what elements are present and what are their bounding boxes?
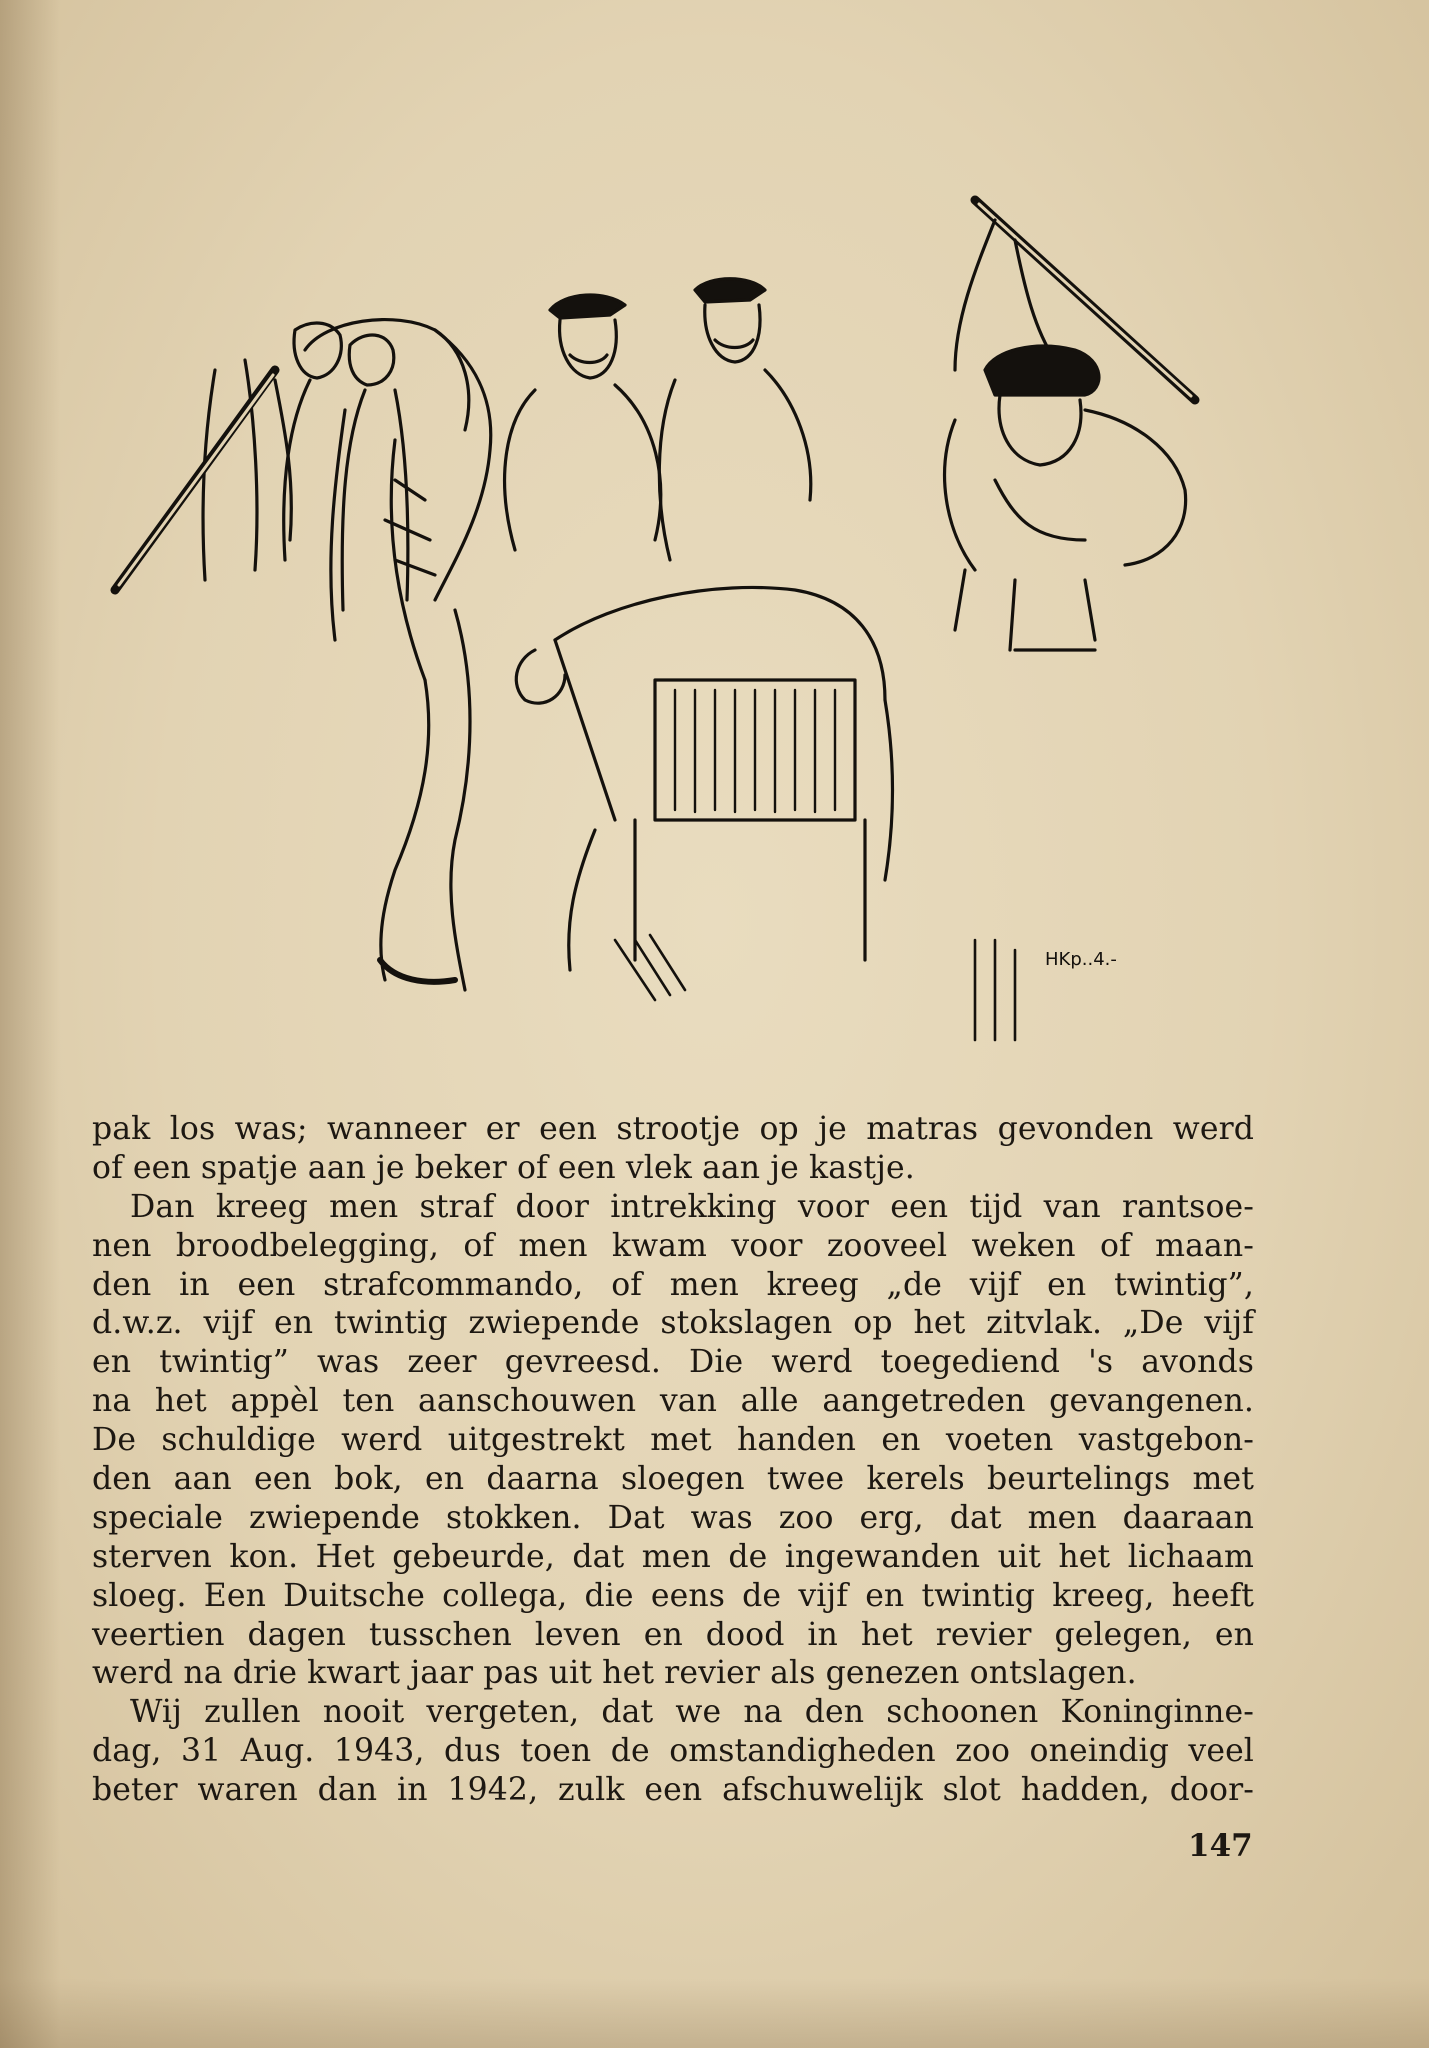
text-line: na het appèl ten aanschouwen van alle aangetreden gevangenen. — [92, 1383, 1254, 1420]
text-line: Wij zullen nooit vergeten, dat we na den schoonen Koninginne- — [130, 1694, 1254, 1731]
ink-illustration — [95, 180, 1245, 1060]
artist-signature: HKp..4.- — [1045, 949, 1117, 970]
text-line: en twintig” was zeer gevreesd. Die werd toegediend 's avonds — [92, 1344, 1254, 1381]
page-shadow-left — [0, 0, 60, 2048]
text-line: De schuldige werd uitgestrekt met handen en voeten vastgebon- — [92, 1422, 1254, 1459]
page-shadow-bottom — [0, 1978, 1429, 2048]
text-line: speciale zwiepende stokken. Dat was zoo erg, dat men daaraan — [92, 1499, 1254, 1536]
text-line: pak los was; wanneer er een strootje op je matras gevonden werd — [92, 1111, 1254, 1147]
text-line: of een spatje aan je beker of een vlek aan je kastje. — [92, 1149, 915, 1186]
text-line: beter waren dan in 1942, zulk een afschuwelijk slot hadden, door- — [92, 1772, 1254, 1809]
flogging-scene-drawing — [95, 180, 1245, 1060]
body-text — [92, 1110, 1254, 1810]
text-line: dag, 31 Aug. 1943, dus toen de omstandigheden zoo oneindig veel — [92, 1733, 1254, 1770]
text-line: d.w.z. vijf en twintig zwiepende stokslagen op het zitvlak. „De vijf — [92, 1305, 1254, 1342]
text-line: veertien dagen tusschen leven en dood in het revier gelegen, en — [92, 1616, 1254, 1653]
page-number: 147 — [1188, 1828, 1253, 1864]
text-line: sloeg. Een Duitsche collega, die eens de vijf en twintig kreeg, heeft — [92, 1577, 1254, 1614]
text-line: werd na drie kwart jaar pas uit het revier als genezen ontslagen. — [92, 1655, 1137, 1692]
text-line: nen broodbelegging, of men kwam voor zooveel weken of maan- — [92, 1227, 1254, 1264]
text-line: sterven kon. Het gebeurde, dat men de ingewanden uit het lichaam — [92, 1538, 1254, 1575]
text-line: den aan een bok, en daarna sloegen twee kerels beurtelings met — [92, 1461, 1254, 1498]
text-line: Dan kreeg men straf door intrekking voor een tijd van rantsoe- — [130, 1188, 1254, 1225]
text-line: den in een strafcommando, of men kreeg „de vijf en twintig”, — [92, 1266, 1254, 1303]
